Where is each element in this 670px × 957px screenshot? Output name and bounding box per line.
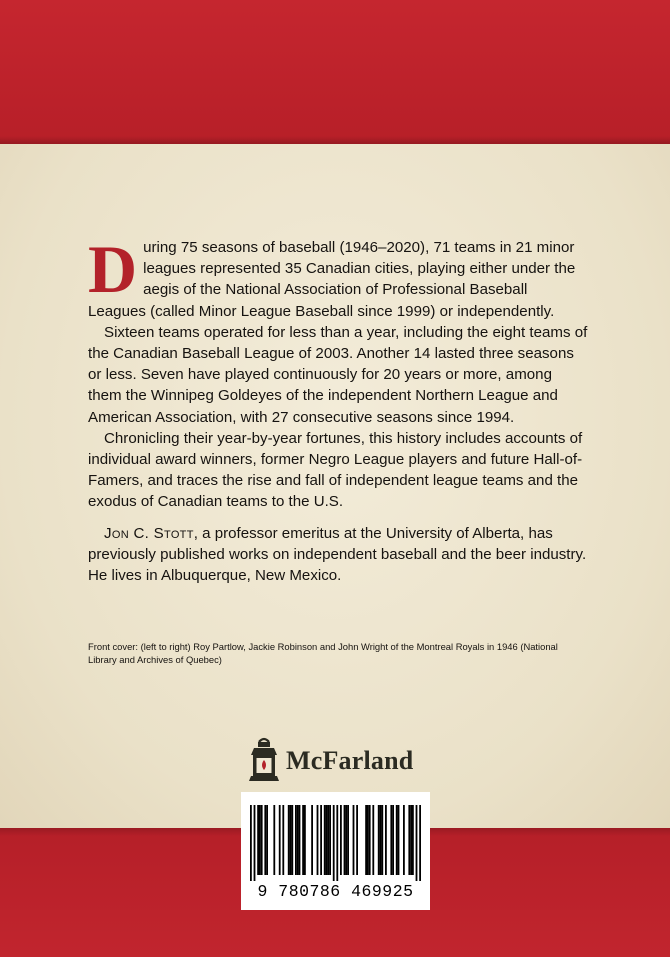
barcode-bar <box>369 805 371 875</box>
barcode-bar <box>333 805 335 881</box>
barcode-bar <box>257 805 259 875</box>
barcode-bar <box>403 805 405 875</box>
author-name: Jon C. Stott <box>104 524 194 542</box>
barcode-bar <box>419 805 421 881</box>
barcode-bar <box>356 805 358 875</box>
top-red-band <box>0 0 670 144</box>
barcode-bar <box>273 805 275 875</box>
barcode-bar <box>261 805 263 875</box>
author-bio-text: , a professor emeritus at the University of Alberta, has previously published works on independent baseball and the beer industry. He lives in Albuquerque, New Mexico. <box>88 524 587 585</box>
blurb-paragraph-2: Sixteen teams operated for less than a year, including the eight teams of the Canadian Baseball League of 2003. Another 14 lasted three seasons or less. Seven have played continuously for 20 years or more, among them the Winnipeg Goldeyes of the independent Northern League and American Association, with 27 consecutive seasons since 1994. <box>88 323 588 426</box>
blurb-paragraph-3: Chronicling their year-by-year fortunes, this history includes accounts of individual award winners, former Negro League players and future Hall-of-Famers, and traces the rise and fall of independent league teams and the exodus of Canadian teams to the U.S. <box>88 429 583 511</box>
barcode-bar <box>347 805 349 875</box>
barcode-bar <box>416 805 418 881</box>
barcode-bar <box>336 805 338 881</box>
barcode-bar <box>410 805 412 875</box>
back-cover-blurb <box>88 231 588 586</box>
barcode-bar <box>320 805 322 875</box>
barcode-bar <box>396 805 398 875</box>
barcode-bar <box>299 805 301 875</box>
barcode-bar <box>250 805 252 881</box>
barcode-bar <box>327 805 329 875</box>
barcode-bar <box>259 805 261 875</box>
cover-photo-caption: Front cover: (left to right) Roy Partlow, Jackie Robinson and John Wright of the Montreal Royals in 1946 (National Library and Archives of Quebec) <box>88 641 558 666</box>
barcode-bar <box>340 805 342 875</box>
barcode-bar <box>291 805 293 875</box>
barcode-bar <box>264 805 266 875</box>
barcode-bar <box>408 805 410 875</box>
author-bio <box>88 523 588 587</box>
barcode-bar <box>378 805 380 875</box>
barcode-bar <box>344 805 346 875</box>
lantern-icon <box>246 735 282 785</box>
barcode-bar <box>290 805 292 875</box>
isbn-barcode <box>241 792 430 910</box>
isbn-number: 9 780786 469925 <box>257 882 414 901</box>
barcode-bar <box>398 805 400 875</box>
barcode-bar <box>295 805 297 875</box>
barcode-bar <box>372 805 374 875</box>
barcode-bar <box>317 805 319 875</box>
barcode-bar <box>345 805 347 875</box>
barcode-bar <box>392 805 394 875</box>
barcode-bar <box>365 805 367 875</box>
barcode-bars <box>250 805 421 881</box>
barcode-bar <box>302 805 304 875</box>
barcode-bar <box>297 805 299 875</box>
barcode-bar <box>385 805 387 875</box>
drop-cap: D <box>88 231 138 307</box>
barcode-bar <box>367 805 369 875</box>
barcode-bar <box>380 805 382 875</box>
barcode-bar <box>381 805 383 875</box>
publisher-logo <box>246 735 436 785</box>
barcode-bar <box>412 805 414 875</box>
barcode-bar <box>304 805 306 875</box>
barcode-bar <box>288 805 290 875</box>
barcode-bar <box>254 805 256 881</box>
barcode-bar <box>282 805 284 875</box>
publisher-name: McFarland <box>286 746 414 775</box>
barcode-bar <box>390 805 392 875</box>
barcode-bar <box>324 805 326 875</box>
barcode-bar <box>279 805 281 875</box>
barcode-bar <box>266 805 268 875</box>
barcode-bar <box>353 805 355 875</box>
blurb-paragraph-1 <box>88 231 588 322</box>
barcode-bar <box>329 805 331 875</box>
barcode-bar <box>326 805 328 875</box>
blurb-paragraph-1-text: uring 75 seasons of baseball (1946–2020), 71 teams in 21 minor leagues represented 35 Canadian cities, playing either under the aegis of the National Association of Professional Baseball Leagues (called Minor League Baseball since 1999) or independently. <box>88 239 576 320</box>
barcode-bar <box>311 805 313 875</box>
